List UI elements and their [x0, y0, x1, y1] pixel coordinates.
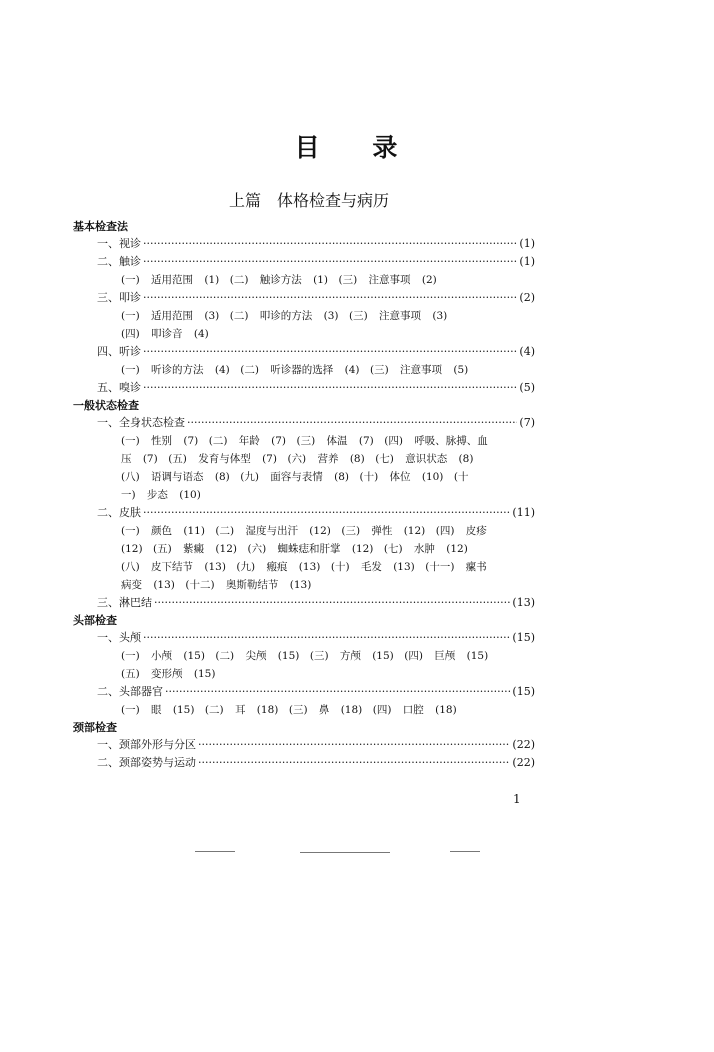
toc-entry[interactable] [73, 343, 535, 361]
toc-subentry-line: 病变 (13) (十二) 奥斯勒结节 (13) [121, 579, 312, 591]
section-heading: 头部检查 [73, 614, 117, 627]
toc-subentry-line: (四) 叩诊音 (4) [121, 328, 209, 340]
dot-leader [143, 504, 510, 522]
dot-leader [143, 253, 517, 271]
toc-entry[interactable] [73, 253, 535, 271]
toc-subentry-line: 一) 步态 (10) [121, 489, 201, 501]
toc-subentry-line: (八) 皮下结节 (13) (九) 瘢痕 (13) (十) 毛发 (13) (十一) 瘰书 [121, 561, 487, 573]
toc-entry[interactable] [73, 754, 535, 772]
toc-entry-page: (15) [512, 685, 535, 698]
toc-entry[interactable] [73, 594, 535, 612]
toc-entry-page: (15) [512, 631, 535, 644]
toc-subentry-line: (12) (五) 紫癜 (12) (六) 蜘蛛痣和肝掌 (12) (七) 水肿 (12) [121, 543, 468, 555]
toc-entry-page: (1) [519, 255, 535, 268]
page-number: 1 [513, 792, 521, 806]
toc-entry-page: (13) [512, 596, 535, 609]
toc-entry-page: (2) [519, 291, 535, 304]
toc-entry-label: 二、颈部姿势与运动 [97, 756, 196, 769]
toc-entry[interactable] [73, 235, 535, 253]
section-heading: 一般状态检查 [73, 399, 139, 412]
toc-entry-label: 一、全身状态检查 [97, 416, 185, 429]
toc-subentry-line: (五) 变形颅 (15) [121, 668, 216, 680]
section-heading: 颈部检查 [73, 721, 117, 734]
toc-entry-page: (22) [512, 738, 535, 751]
toc-entry[interactable] [73, 629, 535, 647]
toc-entry-page: (1) [519, 237, 535, 250]
toc-entry-page: (5) [519, 381, 535, 394]
toc-entry-label: 三、叩诊 [97, 291, 141, 304]
toc-entry[interactable] [73, 414, 535, 432]
toc-subentry-line: (一) 颜色 (11) (二) 湿度与出汗 (12) (三) 弹性 (12) (四) 皮疹 [121, 525, 487, 537]
toc-entry-page: (22) [512, 756, 535, 769]
toc-entry-label: 四、听诊 [97, 345, 141, 358]
dot-leader [198, 736, 510, 754]
dot-leader [198, 754, 510, 772]
dot-leader [143, 343, 517, 361]
dot-leader [143, 379, 517, 397]
toc-entry-label: 二、皮肤 [97, 506, 141, 519]
toc-entry-page: (7) [519, 416, 535, 429]
part-title: 上篇 体格检查与病历 [228, 191, 389, 210]
table-of-contents [73, 218, 535, 772]
toc-entry[interactable] [73, 504, 535, 522]
scan-smudge [195, 851, 235, 852]
scan-smudge [300, 852, 390, 853]
toc-subentry-line: 压 (7) (五) 发育与体型 (7) (六) 营养 (8) (七) 意识状态 (8) [121, 453, 474, 465]
dot-leader [143, 629, 510, 647]
toc-entry-label: 一、颈部外形与分区 [97, 738, 196, 751]
dot-leader [187, 414, 517, 432]
toc-entry[interactable] [73, 289, 535, 307]
dot-leader [143, 289, 517, 307]
toc-subentry-line: (一) 适用范围 (1) (二) 触诊方法 (1) (三) 注意事项 (2) [121, 274, 437, 286]
toc-entry-label: 二、头部器官 [97, 685, 163, 698]
toc-entry-label: 二、触诊 [97, 255, 141, 268]
dot-leader [143, 235, 517, 253]
toc-subentry-line: (一) 性别 (7) (二) 年龄 (7) (三) 体温 (7) (四) 呼吸、脉搏、血 [121, 435, 488, 447]
toc-entry[interactable] [73, 379, 535, 397]
toc-entry-page: (11) [512, 506, 535, 519]
toc-subentry-line: (一) 适用范围 (3) (二) 叩诊的方法 (3) (三) 注意事项 (3) [121, 310, 448, 322]
toc-entry-label: 三、淋巴结 [97, 596, 152, 609]
toc-entry-label: 五、嗅诊 [97, 381, 141, 394]
toc-subentry-line: (一) 听诊的方法 (4) (二) 听诊器的选择 (4) (三) 注意事项 (5) [121, 364, 469, 376]
toc-entry-page: (4) [519, 345, 535, 358]
section-heading: 基本检查法 [73, 220, 128, 233]
toc-entry-label: 一、头颅 [97, 631, 141, 644]
toc-entry-label: 一、视诊 [97, 237, 141, 250]
toc-entry[interactable] [73, 683, 535, 701]
toc-subentry-line: (一) 眼 (15) (二) 耳 (18) (三) 鼻 (18) (四) 口腔 (18) [121, 704, 457, 716]
dot-leader [165, 683, 510, 701]
toc-subentry-line: (一) 小颅 (15) (二) 尖颅 (15) (三) 方颅 (15) (四) 巨颅 (15) [121, 650, 489, 662]
dot-leader [154, 594, 510, 612]
toc-subentry-line: (八) 语调与语态 (8) (九) 面容与表情 (8) (十) 体位 (10) (十 [121, 471, 469, 483]
scan-smudge [450, 851, 480, 852]
page-title: 目 录 [294, 133, 420, 162]
toc-entry[interactable] [73, 736, 535, 754]
